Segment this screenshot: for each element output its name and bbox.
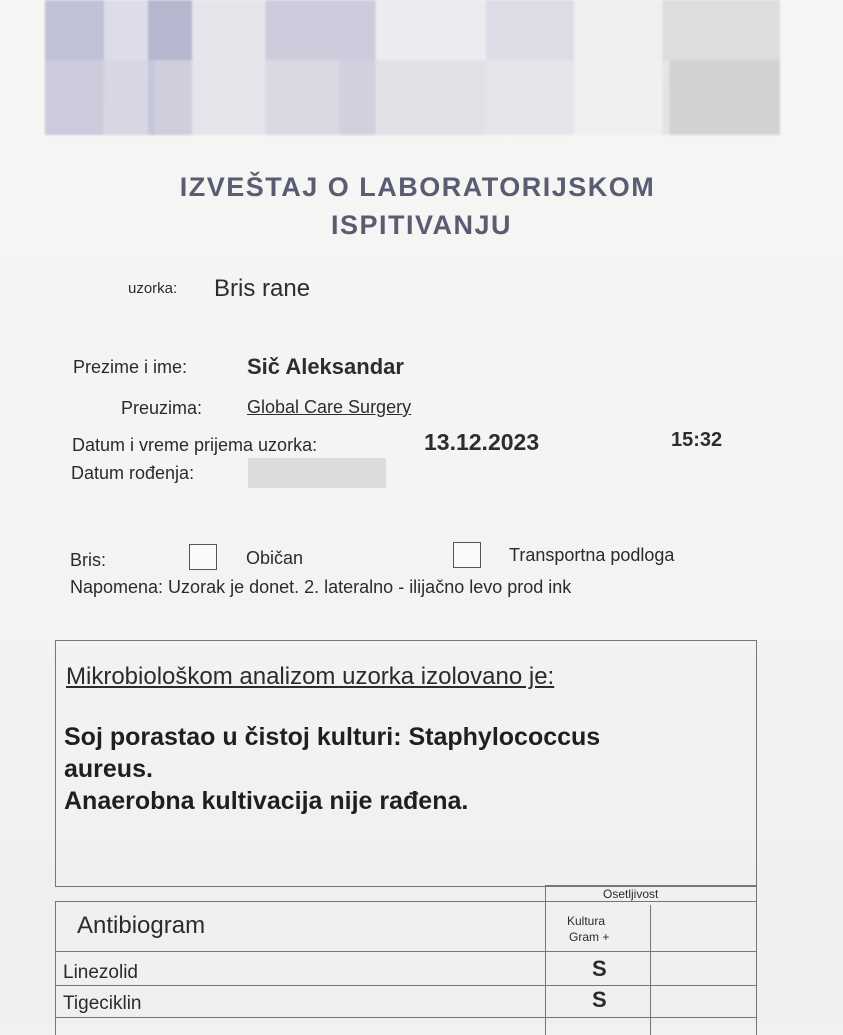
checkbox-obican[interactable] xyxy=(189,544,217,570)
table-row-result: S xyxy=(592,956,607,981)
report-title-line2: ISPITIVANJU xyxy=(330,210,513,240)
pickup-value: Global Care Surgery xyxy=(247,397,412,417)
swab-option-transportna: Transportna podloga xyxy=(509,545,675,565)
table-line xyxy=(55,985,757,986)
table-line xyxy=(756,885,757,1035)
patient-name-value: Sič Aleksandar xyxy=(247,354,404,379)
table-line xyxy=(650,905,651,1035)
table-line xyxy=(55,901,56,1035)
received-date: 13.12.2023 xyxy=(424,429,540,455)
findings-box xyxy=(55,640,757,887)
findings-body xyxy=(64,721,744,817)
swab-option-obican: Običan xyxy=(246,548,304,568)
findings-heading: Mikrobiološkom analizom uzorka izolovano je: xyxy=(66,663,555,690)
dob-label: Datum rođenja: xyxy=(71,463,195,483)
checkbox-transportna-podloga[interactable] xyxy=(453,542,481,568)
antibiogram-title: Antibiogram xyxy=(77,912,206,939)
sample-value: Bris rane xyxy=(214,275,311,302)
patient-name-label: Prezime i ime: xyxy=(73,357,188,377)
note-text: Napomena: Uzorak je donet. 2. lateralno - ilijačno levo prod ink xyxy=(70,577,572,597)
redacted-header xyxy=(45,0,780,135)
redacted-dob xyxy=(248,458,386,488)
report-title: IZVEŠTAJ O LABORATORIJSKOM xyxy=(179,172,656,202)
findings-line-1: Soj porastao u čistoj kulturi: Staphylococcus xyxy=(64,723,601,751)
findings-line-2: aureus. xyxy=(64,755,153,783)
pickup-label: Preuzima: xyxy=(121,398,203,418)
culture-header-1: Kultura xyxy=(567,914,606,928)
received-label: Datum i vreme prijema uzorka: xyxy=(72,435,318,455)
table-line xyxy=(55,1017,757,1018)
table-row-drug: Linezolid xyxy=(63,962,138,983)
table-line xyxy=(55,951,757,952)
table-line xyxy=(545,885,757,886)
table-row-drug: Tigeciklin xyxy=(63,993,142,1014)
osetljivost-header: Osetljivost xyxy=(603,887,659,901)
swab-label: Bris: xyxy=(70,550,106,570)
antibiogram-table xyxy=(55,885,757,1035)
table-line xyxy=(55,901,757,902)
sample-label: uzorka: xyxy=(128,280,178,297)
received-time: 15:32 xyxy=(671,429,723,451)
culture-header-2: Gram + xyxy=(569,930,610,944)
table-line xyxy=(545,885,546,1035)
findings-line-3: Anaerobna kultivacija nije rađena. xyxy=(64,787,469,815)
table-row-result: S xyxy=(592,987,607,1012)
